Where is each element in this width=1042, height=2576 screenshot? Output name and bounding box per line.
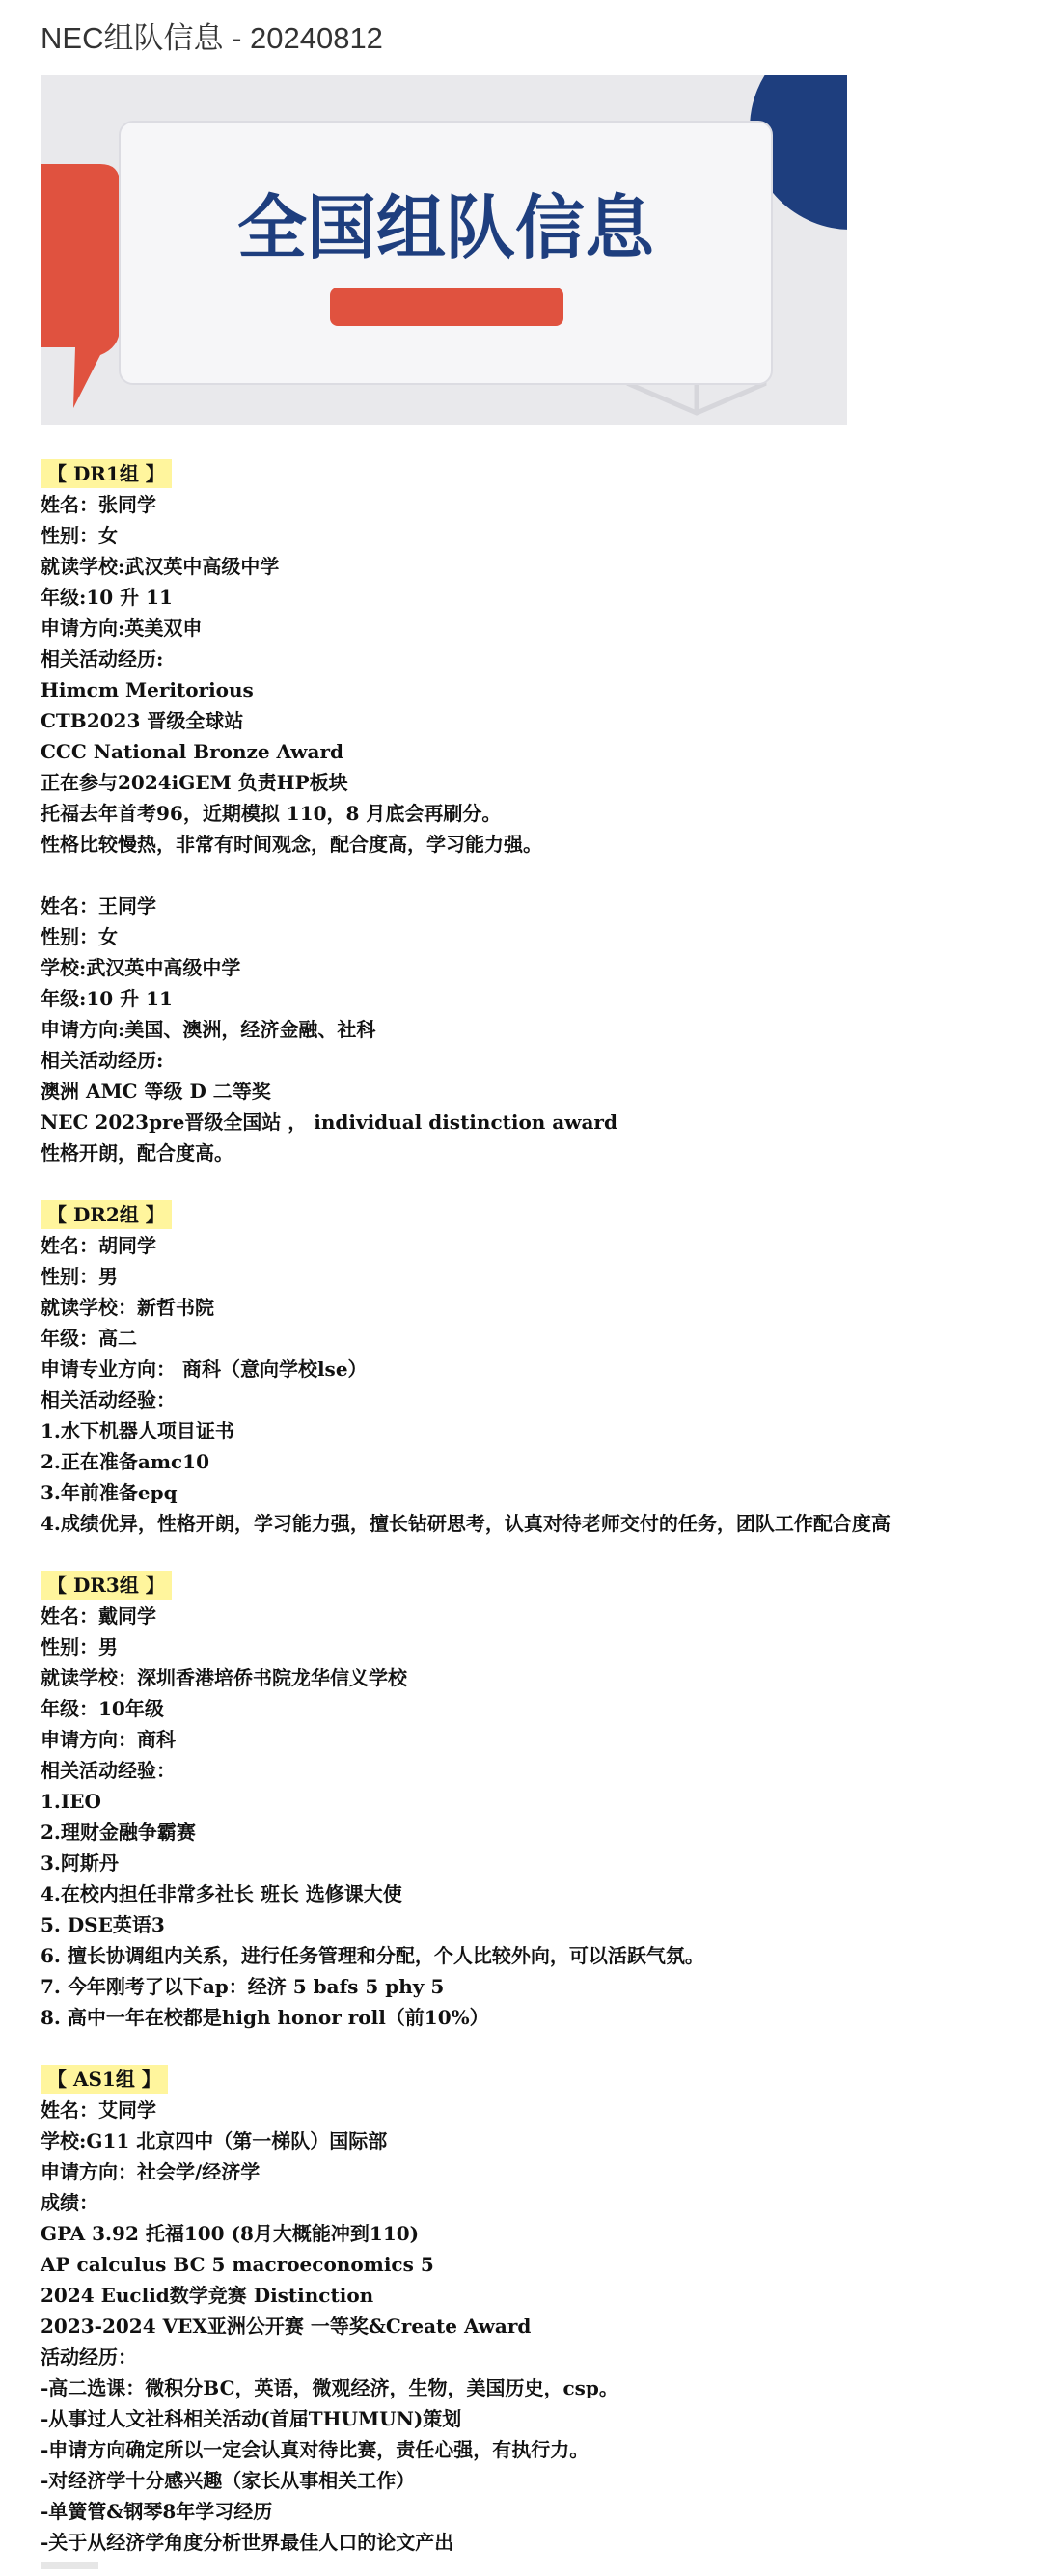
info-line: CCC National Bronze Award bbox=[41, 740, 343, 763]
team-info-list bbox=[41, 458, 1034, 2558]
info-line: 1.水下机器人项目证书 bbox=[41, 1419, 234, 1442]
info-line: 年级：10年级 bbox=[41, 1697, 164, 1720]
info-line: -单簧管&钢琴8年学习经历 bbox=[41, 2500, 273, 2523]
info-line: 姓名：王同学 bbox=[41, 894, 156, 918]
info-line: 申请方向：商科 bbox=[41, 1728, 176, 1751]
info-line: -对经济学十分感兴趣（家长从事相关工作） bbox=[41, 2469, 416, 2492]
info-line: -从事过人文社科相关活动(首届THUMUN)策划 bbox=[41, 2407, 462, 2430]
info-line: 性别：女 bbox=[41, 524, 118, 547]
info-line: GPA 3.92 托福100 (8月大概能冲到110) bbox=[41, 2222, 420, 2245]
info-line: -高二选课：微积分BC，英语，微观经济，生物，美国历史，csp。 bbox=[41, 2376, 618, 2399]
info-line: 姓名：艾同学 bbox=[41, 2098, 156, 2122]
section-gap bbox=[41, 2033, 1034, 2064]
info-line: 2024 Euclid数学竞赛 Distinction bbox=[41, 2284, 374, 2307]
info-line: 申请专业方向： 商科（意向学校lse） bbox=[41, 1357, 368, 1381]
info-line: 就读学校：深圳香港培侨书院龙华信义学校 bbox=[41, 1666, 407, 1689]
info-line: 4.成绩优异，性格开朗，学习能力强，擅长钻研思考，认真对待老师交付的任务，团队工作配合度高 bbox=[41, 1512, 891, 1535]
info-line: 2023-2024 VEX亚洲公开赛 一等奖&Create Award bbox=[41, 2315, 532, 2338]
info-line: 成绩： bbox=[41, 2191, 98, 2214]
info-line: CTB2023 晋级全球站 bbox=[41, 709, 244, 732]
info-line: 性别：男 bbox=[41, 1265, 118, 1288]
info-line: 8. 高中一年在校都是high honor roll（前10%） bbox=[41, 2006, 489, 2029]
info-line: 3.阿斯丹 bbox=[41, 1851, 119, 1875]
info-line: 6. 擅长协调组内关系，进行任务管理和分配，个人比较外向，可以活跃气氛。 bbox=[41, 1944, 704, 1967]
info-line: 正在参与2024iGEM 负责HP板块 bbox=[41, 771, 348, 794]
info-line: 相关活动经验： bbox=[41, 1759, 176, 1782]
person-gap bbox=[41, 860, 1034, 891]
banner-image bbox=[41, 75, 847, 425]
info-line: 年级:10 升 11 bbox=[41, 586, 173, 609]
group-tag: 【 DR1组 】 bbox=[41, 459, 172, 488]
info-line: 性别：男 bbox=[41, 1635, 118, 1658]
page-title: NEC组队信息 - 20240812 bbox=[41, 21, 383, 55]
section-gap bbox=[41, 1168, 1034, 1199]
info-line: 学校:G11 北京四中（第一梯队）国际部 bbox=[41, 2129, 388, 2152]
group-tag-line bbox=[41, 1199, 1034, 1230]
info-line: -申请方向确定所以一定会认真对待比赛，责任心强，有执行力。 bbox=[41, 2438, 590, 2461]
red-bar-shape bbox=[330, 288, 563, 326]
group-tag: 【 AS1组 】 bbox=[41, 2065, 168, 2094]
info-line: 3.年前准备epq bbox=[41, 1481, 178, 1504]
info-line: 年级：高二 bbox=[41, 1327, 137, 1350]
info-line: 2.理财金融争霸赛 bbox=[41, 1821, 196, 1844]
info-line: 1.IEO bbox=[41, 1790, 101, 1813]
info-line: 7. 今年刚考了以下ap：经济 5 bafs 5 phy 5 bbox=[41, 1975, 445, 1998]
info-line: 性别：女 bbox=[41, 925, 118, 948]
info-line: 性格开朗，配合度高。 bbox=[41, 1141, 233, 1165]
info-line: 就读学校:武汉英中高级中学 bbox=[41, 555, 280, 578]
info-line: 申请方向:英美双申 bbox=[41, 617, 203, 640]
banner-heading: 全国组队信息 bbox=[236, 187, 654, 268]
section-gap bbox=[41, 1539, 1034, 1570]
info-line: 申请方向:美国、澳洲，经济金融、社科 bbox=[41, 1018, 376, 1041]
info-line: 托福去年首考96，近期模拟 110，8 月底会再刷分。 bbox=[41, 802, 502, 825]
info-line: 相关活动经历: bbox=[41, 647, 164, 671]
info-line: 就读学校：新哲书院 bbox=[41, 1296, 214, 1319]
info-line: 澳洲 AMC 等级 D 二等奖 bbox=[41, 1080, 271, 1103]
info-line: 姓名：戴同学 bbox=[41, 1604, 156, 1628]
info-line: AP calculus BC 5 macroeconomics 5 bbox=[41, 2253, 434, 2276]
info-line: Himcm Meritorious bbox=[41, 678, 254, 701]
info-line: 性格比较慢热，非常有时间观念，配合度高，学习能力强。 bbox=[41, 833, 542, 856]
info-line: -关于从经济学角度分析世界最佳人口的论文产出 bbox=[41, 2531, 454, 2554]
group-tag-line bbox=[41, 458, 1034, 489]
info-line: 学校:武汉英中高级中学 bbox=[41, 956, 241, 979]
info-line: 姓名：张同学 bbox=[41, 493, 156, 516]
group-tag-line bbox=[41, 2064, 1034, 2095]
info-line: 活动经历： bbox=[41, 2345, 137, 2369]
info-line: 年级:10 升 11 bbox=[41, 987, 173, 1010]
info-line: 2.正在准备amc10 bbox=[41, 1450, 210, 1473]
info-line: 姓名：胡同学 bbox=[41, 1234, 156, 1257]
info-line: 4.在校内担任非常多社长 班长 选修课大使 bbox=[41, 1882, 402, 1905]
group-tag-line bbox=[41, 1570, 1034, 1601]
red-speech-bubble-shape bbox=[41, 164, 120, 408]
info-line: 5. DSE英语3 bbox=[41, 1913, 165, 1936]
info-line: 相关活动经验： bbox=[41, 1388, 176, 1411]
info-line: 相关活动经历: bbox=[41, 1049, 164, 1072]
group-tag: 【 DR2组 】 bbox=[41, 1200, 172, 1229]
info-line: 申请方向：社会学/经济学 bbox=[41, 2160, 260, 2183]
info-line: NEC 2023pre晋级全国站 ， individual distinction award bbox=[41, 1110, 617, 1134]
bottom-cut-line bbox=[41, 2562, 98, 2569]
group-tag: 【 DR3组 】 bbox=[41, 1571, 172, 1600]
